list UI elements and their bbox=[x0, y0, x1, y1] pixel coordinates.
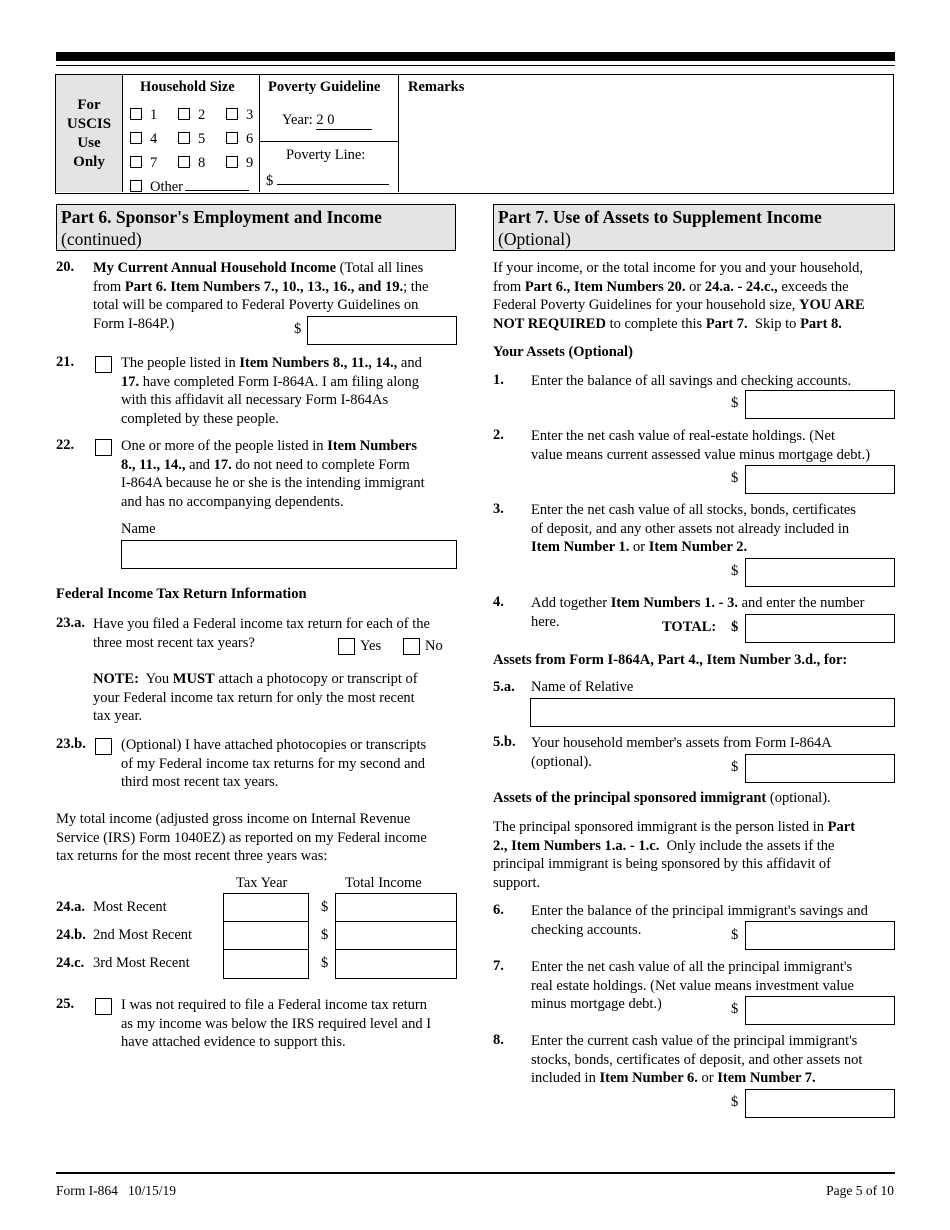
col-tax-year: Tax Year bbox=[236, 875, 288, 891]
total-income-paragraph: My total income (adjusted gross income on Internal Revenue Service (IRS) Form 1040EZ) as reported on my Federal income tax returns for the most recent three years was: bbox=[56, 811, 427, 864]
poverty-line-field[interactable] bbox=[277, 170, 389, 185]
item23a-no-checkbox[interactable] bbox=[403, 638, 420, 655]
for-uscis-cell bbox=[56, 75, 123, 192]
p7-item8-text: Enter the current cash value of the principal immigrant's stocks, bonds, certificates of deposit, and other assets not included in Item Number 6. or Item Number 7. bbox=[531, 1033, 863, 1086]
size-4-checkbox[interactable] bbox=[130, 132, 142, 144]
top-thick-rule bbox=[56, 52, 895, 61]
item20-income-input[interactable] bbox=[307, 316, 457, 345]
item25-text: I was not required to file a Federal income tax return as my income was below the IRS required level and I have attached evidence to support this. bbox=[121, 997, 432, 1050]
principal-assets-header: Assets of the principal sponsored immigrant (optional). bbox=[493, 790, 831, 806]
item21-number: 21. bbox=[56, 354, 75, 370]
footer-rule bbox=[56, 1172, 895, 1174]
row-24a-label: Most Recent bbox=[93, 899, 167, 915]
item23a-note: NOTE: You MUST attach a photocopy or transcript of your Federal income tax return for only the most recent tax year. bbox=[93, 671, 418, 724]
for-uscis-label: For USCIS Use Only bbox=[66, 96, 112, 170]
size-1-checkbox[interactable] bbox=[130, 108, 142, 120]
p7-item5b-number: 5.b. bbox=[493, 734, 516, 750]
p7-item1-dollar: $ bbox=[731, 395, 739, 411]
part6-subtitle: (continued) bbox=[61, 229, 142, 249]
p7-item3-input[interactable] bbox=[745, 558, 895, 587]
p7-item2-number: 2. bbox=[493, 427, 504, 443]
top-thin-rule bbox=[56, 65, 895, 66]
year-value[interactable]: 2 0 bbox=[316, 112, 372, 130]
tax-year-24c-input[interactable] bbox=[224, 950, 308, 977]
p7-item7-input[interactable] bbox=[745, 996, 895, 1025]
assets-i864a-header: Assets from Form I-864A, Part 4., Item Number 3.d., for: bbox=[493, 652, 848, 668]
p7-item4-dollar: $ bbox=[731, 619, 739, 635]
row-24a-dollar: $ bbox=[321, 899, 329, 915]
p7-item7-text: Enter the net cash value of all the principal immigrant's real estate holdings. (Net value means investment value minus mortgage debt.) bbox=[531, 959, 854, 1012]
p7-item4-total-input[interactable] bbox=[745, 614, 895, 643]
p7-item2-dollar: $ bbox=[731, 470, 739, 486]
footer-page-number: Page 5 of 10 bbox=[826, 1183, 894, 1198]
p7-item2-input[interactable] bbox=[745, 465, 895, 494]
row-24b-label: 2nd Most Recent bbox=[93, 927, 193, 943]
item20-number: 20. bbox=[56, 259, 75, 275]
total-income-column bbox=[335, 893, 457, 979]
size-3-checkbox[interactable] bbox=[226, 108, 238, 120]
poverty-line-label: Poverty Line: bbox=[286, 147, 366, 163]
item22-name-input[interactable] bbox=[121, 540, 457, 569]
p7-item5a-number: 5.a. bbox=[493, 679, 515, 695]
item25-number: 25. bbox=[56, 996, 75, 1012]
household-size-cell: Household Size 1 2 3 4 5 6 7 8 9 Other bbox=[122, 75, 260, 192]
item23a-number: 23.a. bbox=[56, 615, 85, 631]
p7-item5a-label: Name of Relative bbox=[531, 679, 634, 695]
item23b-checkbox[interactable] bbox=[95, 738, 112, 755]
p7-item6-dollar: $ bbox=[731, 927, 739, 943]
total-income-24a-input[interactable] bbox=[336, 894, 456, 922]
item22-number: 22. bbox=[56, 437, 75, 453]
p7-item3-dollar: $ bbox=[731, 563, 739, 579]
p7-item8-dollar: $ bbox=[731, 1094, 739, 1110]
item22-text: One or more of the people listed in Item Numbers 8., 11., 14., and 17. do not need to complete Form I-864A because he or she is the intending immigrant and has no accompanying dependents. bbox=[121, 438, 425, 510]
tax-year-24b-input[interactable] bbox=[224, 922, 308, 950]
p7-item2-text: Enter the net cash value of real-estate holdings. (Net value means current assessed value minus mortgage debt.) bbox=[531, 428, 871, 463]
p7-item8-input[interactable] bbox=[745, 1089, 895, 1118]
total-income-24c-input[interactable] bbox=[336, 950, 456, 977]
p7-item5b-input[interactable] bbox=[745, 754, 895, 783]
part6-header bbox=[56, 204, 456, 251]
size-7-checkbox[interactable] bbox=[130, 156, 142, 168]
remarks-header: Remarks bbox=[408, 79, 465, 95]
p7-item6-text: Enter the balance of the principal immigrant's savings and checking accounts. bbox=[531, 903, 868, 938]
part7-subtitle: (Optional) bbox=[498, 229, 571, 249]
p7-item7-number: 7. bbox=[493, 958, 504, 974]
part7-header bbox=[493, 204, 895, 251]
p7-item5a-input[interactable] bbox=[530, 698, 895, 727]
item20-text: My Current Annual Household Income (Total all lines from Part 6. Item Numbers 7., 10., 13., 16., and 19.; the total will be compared to Federal Poverty Guidelines on Form I-864P.) bbox=[93, 260, 429, 332]
your-assets-header: Your Assets (Optional) bbox=[493, 344, 633, 360]
uscis-use-box bbox=[55, 74, 894, 194]
p7-item7-dollar: $ bbox=[731, 1001, 739, 1017]
item21-checkbox[interactable] bbox=[95, 356, 112, 373]
p7-item1-input[interactable] bbox=[745, 390, 895, 419]
size-2-checkbox[interactable] bbox=[178, 108, 190, 120]
part7-intro: If your income, or the total income for you and your household, from Part 6., Item Numbers 20. or 24.a. - 24.c., exceeds the Federal Poverty Guidelines for your household size, YOU ARE NOT REQUIRED to complete this Part 7. Skip to Part 8. bbox=[493, 260, 865, 332]
item22-checkbox[interactable] bbox=[95, 439, 112, 456]
total-label: TOTAL: bbox=[662, 619, 717, 635]
part6-title: Part 6. Sponsor's Employment and Income bbox=[61, 207, 382, 227]
footer-form-id: Form I-864 10/15/19 bbox=[56, 1183, 176, 1198]
item23a-no-label: No bbox=[425, 638, 443, 654]
p7-item5b-text: Your household member's assets from Form I-864A (optional). bbox=[531, 735, 832, 770]
row-24c-number: 24.c. bbox=[56, 955, 85, 971]
other-line[interactable] bbox=[185, 176, 249, 191]
p7-item5b-dollar: $ bbox=[731, 759, 739, 775]
item20-dollar: $ bbox=[294, 321, 302, 337]
row-24c-label: 3rd Most Recent bbox=[93, 955, 190, 971]
p7-item8-number: 8. bbox=[493, 1032, 504, 1048]
item23b-text: (Optional) I have attached photocopies or transcripts of my Federal income tax returns for my second and third most recent tax years. bbox=[121, 737, 427, 790]
item21-text: The people listed in Item Numbers 8., 11., 14., and 17. have completed Form I-864A. I am filing along with this affidavit all necessary Form I-864As completed by these people. bbox=[121, 355, 422, 427]
household-size-header: Household Size bbox=[140, 79, 235, 95]
tax-year-24a-input[interactable] bbox=[224, 894, 308, 922]
size-other-checkbox[interactable] bbox=[130, 180, 142, 192]
p7-item3-number: 3. bbox=[493, 501, 504, 517]
item23a-yes-checkbox[interactable] bbox=[338, 638, 355, 655]
item23a-text: Have you filed a Federal income tax return for each of the three most recent tax years? bbox=[93, 616, 430, 651]
row-24b-number: 24.b. bbox=[56, 927, 86, 943]
poverty-line-dollar: $ bbox=[266, 173, 274, 189]
year-label: Year: bbox=[282, 112, 313, 128]
p7-item4-text: Add together Item Numbers 1. - 3. and enter the number here. bbox=[531, 595, 865, 630]
p7-item1-text: Enter the balance of all savings and checking accounts. bbox=[531, 373, 852, 389]
poverty-guideline-cell bbox=[259, 75, 399, 192]
size-6-checkbox[interactable] bbox=[226, 132, 238, 144]
row-24c-dollar: $ bbox=[321, 955, 329, 971]
p7-item1-number: 1. bbox=[493, 372, 504, 388]
size-5-checkbox[interactable] bbox=[178, 132, 190, 144]
item25-checkbox[interactable] bbox=[95, 998, 112, 1015]
p7-item3-text: Enter the net cash value of all stocks, bonds, certificates of deposit, and any other assets not already included in Item Number 1. or Item Number 2. bbox=[531, 502, 856, 555]
p7-item6-input[interactable] bbox=[745, 921, 895, 950]
item23b-number: 23.b. bbox=[56, 736, 86, 752]
row-24b-dollar: $ bbox=[321, 927, 329, 943]
tax-year-column bbox=[223, 893, 309, 979]
poverty-guideline-header: Poverty Guideline bbox=[268, 79, 381, 95]
tax-return-header: Federal Income Tax Return Information bbox=[56, 586, 307, 602]
principal-paragraph: The principal sponsored immigrant is the person listed in Part 2., Item Numbers 1.a. - 1.c. Only include the assets if the principal immigrant is being sponsored by this affidavit of support. bbox=[493, 819, 856, 891]
size-9-checkbox[interactable] bbox=[226, 156, 238, 168]
p7-item4-number: 4. bbox=[493, 594, 504, 610]
part7-title: Part 7. Use of Assets to Supplement Income bbox=[498, 207, 822, 227]
total-income-24b-input[interactable] bbox=[336, 922, 456, 950]
row-24a-number: 24.a. bbox=[56, 899, 85, 915]
col-total-income: Total Income bbox=[345, 875, 422, 891]
item23a-yes-label: Yes bbox=[360, 638, 382, 654]
size-8-checkbox[interactable] bbox=[178, 156, 190, 168]
p7-item6-number: 6. bbox=[493, 902, 504, 918]
item22-name-label: Name bbox=[121, 521, 156, 537]
